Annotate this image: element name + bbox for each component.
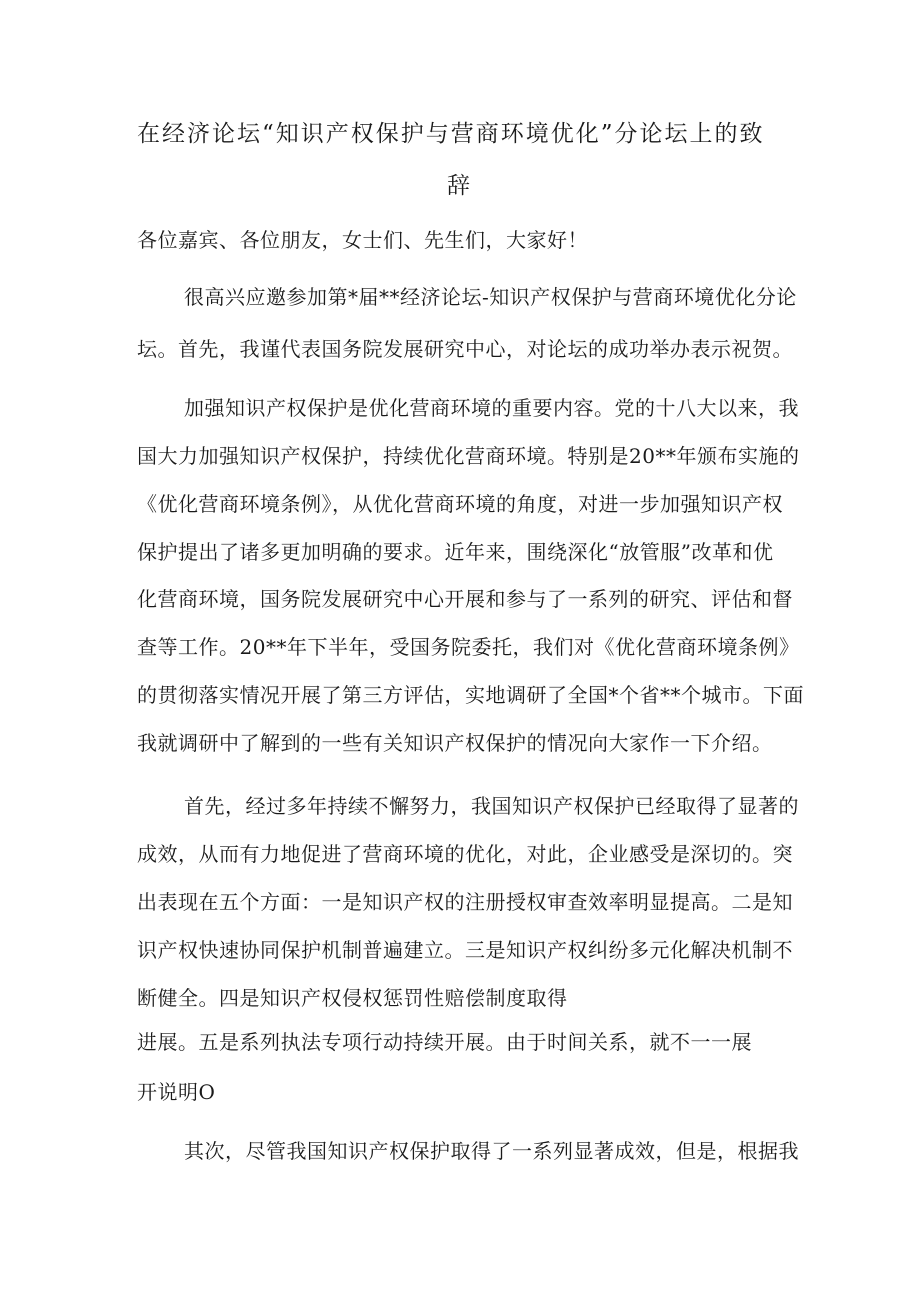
paragraph-3-line-1: 首先，经过多年持续不懈努力，我国知识产权保护已经取得了显著的 <box>184 794 799 818</box>
paragraph-3-line-4: 识产权快速协同保护机制普遍建立。三是知识产权纠纷多元化解决机制不 <box>137 938 793 962</box>
paragraph-3-line-7: 开说明O <box>137 1080 216 1104</box>
paragraph-2-line-2: 国大力加强知识产权保护，持续优化营商环境。特别是20**年颁布实施的 <box>137 444 800 468</box>
paragraph-2-line-3: 《优化营商环境条例》，从优化营商环境的角度，对进一步加强知识产权 <box>137 492 783 516</box>
paragraph-3-line-6: 进展。五是系列执法专项行动持续开展。由于时间关系，就不一一展 <box>137 1030 752 1054</box>
paragraph-2-line-7: 的贯彻落实情况开展了第三方评估，实地调研了全国*个省**个城市。下面 <box>137 683 804 707</box>
paragraph-1-line-1: 很高兴应邀参加第*届**经济论坛-知识产权保护与营商环境优化分论 <box>184 285 797 309</box>
paragraph-3-line-5: 断健全。四是知识产权侵权惩罚性赔偿制度取得 <box>137 986 568 1010</box>
document-title-line-2: 辞 <box>447 173 472 199</box>
paragraph-1-line-2: 坛。首先，我谨代表国务院发展研究中心，对论坛的成功举办表示祝贺。 <box>137 337 793 361</box>
paragraph-2-line-6: 查等工作。20**年下半年，受国务院委托，我们对《优化营商环境条例》 <box>137 635 800 659</box>
paragraph-2-line-1: 加强知识产权保护是优化营商环境的重要内容。党的十八大以来，我 <box>184 396 799 420</box>
paragraph-2-line-5: 化营商环境，国务院发展研究中心开展和参与了一系列的研究、评估和督 <box>137 587 793 611</box>
paragraph-3-line-2: 成效，从而有力地促进了营商环境的优化，对此，企业感受是深切的。突 <box>137 842 793 866</box>
paragraph-2-line-4: 保护提出了诸多更加明确的要求。近年来，围绕深化“放管服”改革和优 <box>137 540 774 564</box>
document-title-line-1: 在经济论坛“知识产权保护与营商环境优化”分论坛上的致 <box>137 121 765 147</box>
paragraph-2-line-8: 我就调研中了解到的一些有关知识产权保护的情况向大家作一下介绍。 <box>137 731 773 755</box>
paragraph-4-line-1: 其次，尽管我国知识产权保护取得了一系列显著成效，但是，根据我 <box>184 1139 799 1163</box>
paragraph-3-line-3: 出表现在五个方面：一是知识产权的注册授权审查效率明显提高。二是知 <box>137 890 793 914</box>
greeting: 各位嘉宾、各位朋友，女士们、先生们，大家好！ <box>137 228 588 252</box>
